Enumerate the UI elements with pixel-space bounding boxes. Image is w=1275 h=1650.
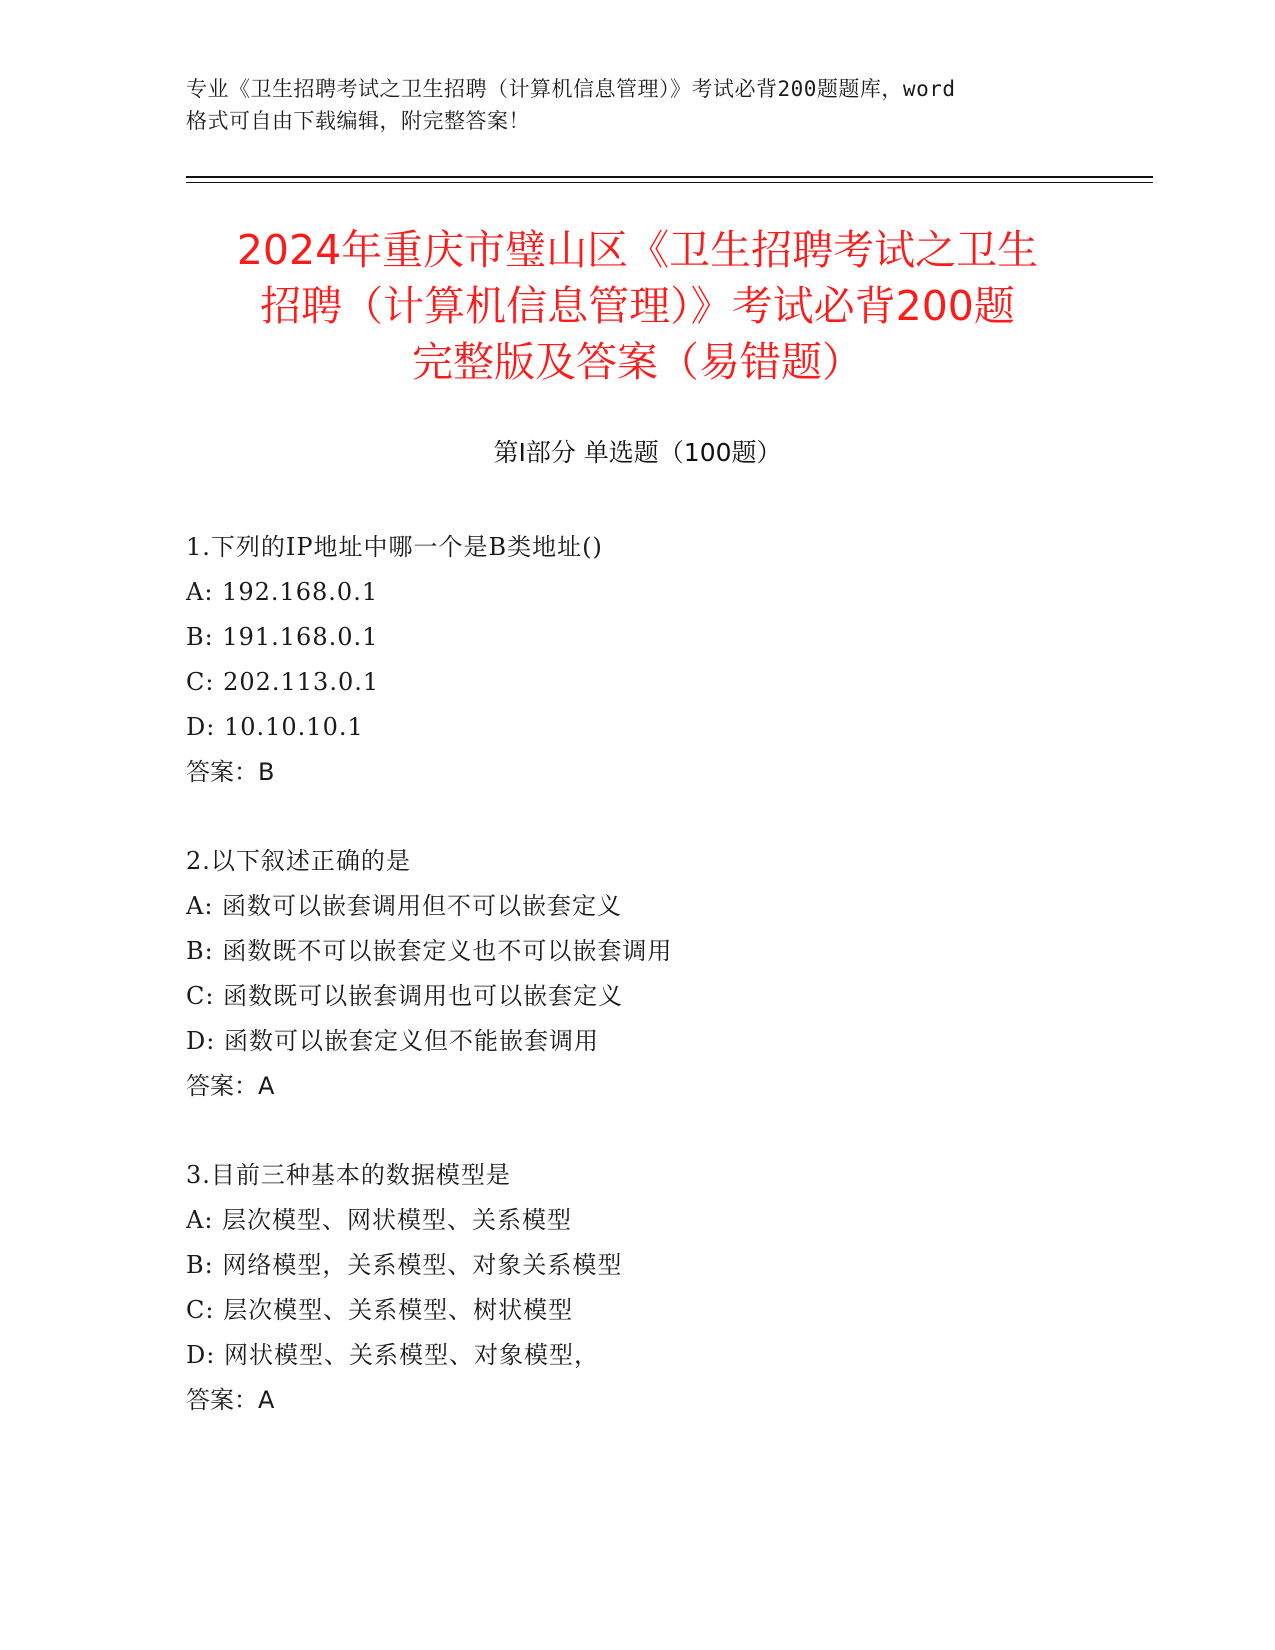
answer: 答案：A xyxy=(186,1072,275,1100)
option-b: B: 函数既不可以嵌套定义也不可以嵌套调用 xyxy=(186,937,673,965)
option-c: C: 层次模型、关系模型、树状模型 xyxy=(186,1296,574,1324)
question-3 xyxy=(186,1153,1146,1423)
question-stem: 1.下列的IP地址中哪一个是B类地址() xyxy=(186,533,603,561)
question-list xyxy=(186,525,1146,1467)
option-b: B: 191.168.0.1 xyxy=(186,623,379,651)
header-note-line-2: 格式可自由下载编辑，附完整答案！ xyxy=(186,109,530,133)
option-d: D: 10.10.10.1 xyxy=(186,713,364,741)
header-rule-thick xyxy=(186,176,1153,178)
answer: 答案：B xyxy=(186,758,275,786)
document-title-line-1: 2024年重庆市璧山区《卫生招聘考试之卫生 xyxy=(236,226,1039,274)
header-note-line-1: 专业《卫生招聘考试之卫生招聘（计算机信息管理）》考试必背200题题库，word xyxy=(186,77,956,101)
option-c: C: 函数既可以嵌套调用也可以嵌套定义 xyxy=(186,982,624,1010)
option-a: A: 函数可以嵌套调用但不可以嵌套定义 xyxy=(186,892,623,920)
header-rule-thin xyxy=(186,182,1153,183)
option-c: C: 202.113.0.1 xyxy=(186,668,380,696)
option-b: B: 网络模型，关系模型、对象关系模型 xyxy=(186,1251,623,1279)
answer: 答案：A xyxy=(186,1386,275,1414)
option-d: D: 网状模型、关系模型、对象模型， xyxy=(186,1341,599,1369)
option-a: A: 192.168.0.1 xyxy=(186,578,379,606)
document-title-line-3: 完整版及答案（易错题） xyxy=(412,338,863,386)
question-stem: 3.目前三种基本的数据模型是 xyxy=(186,1161,511,1189)
question-2 xyxy=(186,839,1146,1109)
option-d: D: 函数可以嵌套定义但不能嵌套调用 xyxy=(186,1027,599,1055)
document-title xyxy=(150,222,1125,390)
document-title-line-2: 招聘（计算机信息管理）》考试必背200题 xyxy=(260,282,1015,330)
question-1 xyxy=(186,525,1146,795)
option-a: A: 层次模型、网状模型、关系模型 xyxy=(186,1206,573,1234)
header-note xyxy=(186,73,1086,137)
section-title: 第I部分 单选题（100题） xyxy=(493,438,782,467)
question-stem: 2.以下叙述正确的是 xyxy=(186,847,411,875)
